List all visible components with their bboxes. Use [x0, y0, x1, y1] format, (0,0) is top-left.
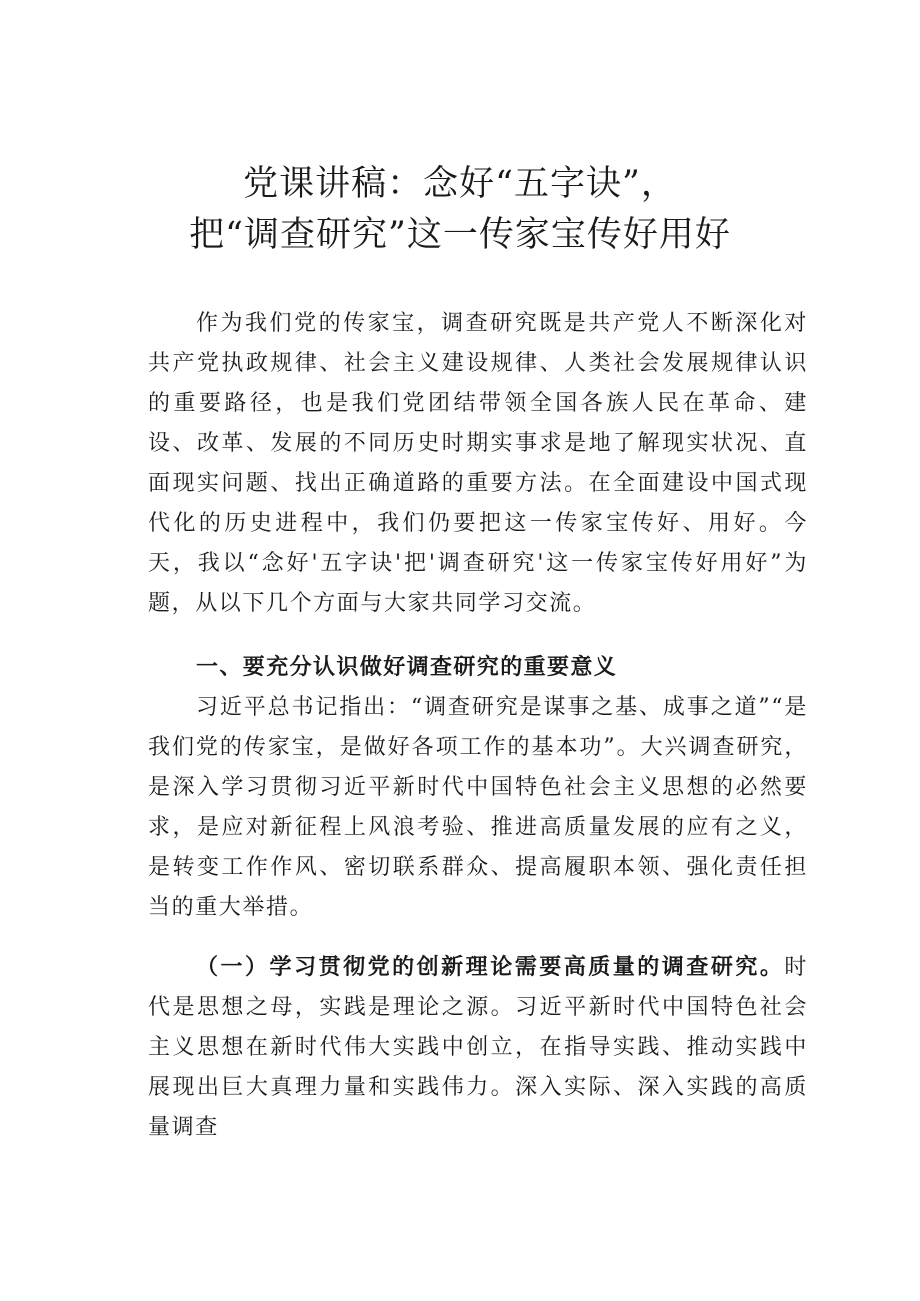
document-title-line-2: 把“调查研究”这一传家宝传好用好	[189, 215, 731, 255]
intro-paragraph: 作为我们党的传家宝，调查研究既是共产党人不断深化对共产党执政规律、社会主义建设规律、人类社会发展规律认识的重要路径，也是我们党团结带领全国各族人民在革命、建设、改革、发展的不同历史时期实事求是地了解现实状况、直面现实问题、找出正确道路的重要方法。在全面建设中国式现代化的历史进程中，我们仍要把这一传家宝传好、用好。今天，我以“念好'五字诀'把'调查研究'这一传家宝传好用好”为题，从以下几个方面与大家共同学习交流。	[148, 311, 808, 616]
section-heading-1: 一、要充分认识做好调查研究的重要意义	[196, 655, 618, 680]
subsection-1-text: 时代是思想之母，实践是理论之源。习近平新时代中国特色社会主义思想在新时代伟大实践中创立，在指导实践、推动实践中展现出巨大真理力量和实践伟力。深入实际、深入实践的高质量调查	[148, 955, 808, 1140]
subsection-1-heading: （一）学习贯彻党的创新理论需要高质量的调查研究。	[196, 955, 785, 980]
document-title-line-1: 党课讲稿：念好“五字诀”，	[243, 164, 677, 204]
section-1-paragraph: 习近平总书记指出：“调查研究是谋事之基、成事之道”“是我们党的传家宝，是做好各项工作的基本功”。大兴调查研究，是深入学习贯彻习近平新时代中国特色社会主义思想的必然要求，是应对新征程上风浪考验、推进高质量发展的应有之义，是转变工作作风、密切联系群众、提高履职本领、强化责任担当的重大举措。	[148, 695, 808, 920]
subsection-1-paragraph	[148, 948, 808, 1148]
